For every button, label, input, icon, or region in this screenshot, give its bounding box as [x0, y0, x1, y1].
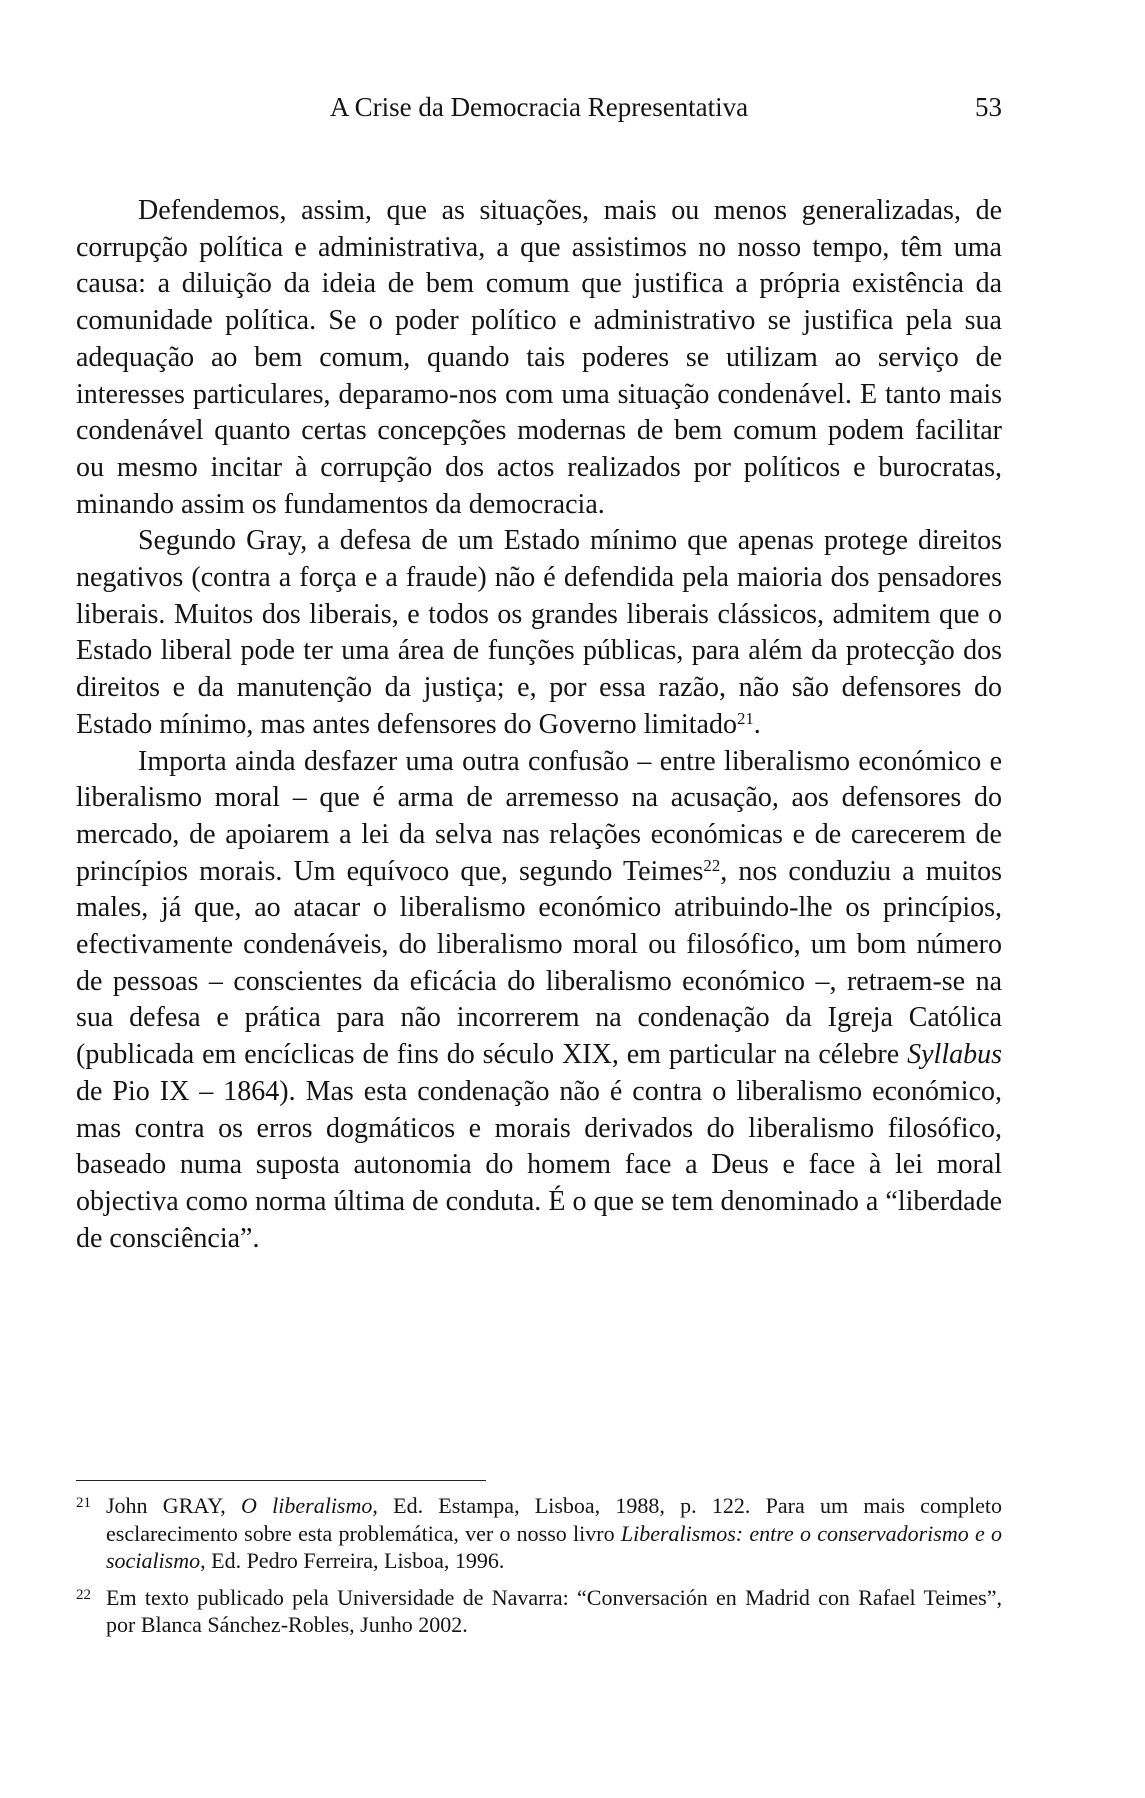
paragraph-2-end: .: [753, 708, 761, 740]
paragraph-2: [76, 523, 1002, 743]
paragraph-3: [76, 744, 1002, 1258]
running-head: [76, 92, 1002, 132]
syllabus-italic: Syllabus: [907, 1039, 1002, 1071]
paragraph-2-text: Segundo Gray, a defesa de um Estado mínimo que apenas protege direitos negativos (contra a força e a fraude) não é defendida pela maioria dos pensadores liberais. Muitos dos liberais, e todos os grandes liberais clássicos, admitem que o Estado liberal pode ter uma área de funções públicas, para além da protecção dos direitos e da manutenção da justiça; e, por essa razão, não são defensores do Estado mínimo, mas antes defensores do Governo limitado: [76, 525, 1002, 740]
footnote-marker-22: 22: [76, 1586, 91, 1603]
paragraph-3-text-c: de Pio IX – 1864). Mas esta condenação não é contra o liberalismo económico, mas contra os erros dogmáticos e morais derivados do liberalismo filosófico, baseado numa suposta autonomia do homem face a Deus e face à lei moral objectiva como norma última de conduta. É o que se tem denominado a “liberdade de consciência”.: [76, 1075, 1002, 1254]
footnote-21-text-3: , Ed. Pedro Ferreira, Lisboa, 1996.: [200, 1548, 505, 1573]
footnote-marker-21: 21: [76, 1495, 91, 1511]
footnotes: [76, 1492, 1002, 1648]
footnote-divider: [76, 1480, 486, 1481]
page-number: 53: [975, 92, 1002, 122]
main-text: [76, 193, 1002, 1257]
footnote-21: [76, 1492, 1002, 1575]
chapter-title: A Crise da Democracia Representativa: [329, 92, 749, 122]
footnote-21-italic-1: O liberalismo: [241, 1493, 373, 1518]
paragraph-1: Defendemos, assim, que as situações, mais ou menos generalizadas, de corrupção política e administrativa, a que assistimos no nosso tempo, têm uma causa: a diluição da ideia de bem comum que justifica a própria existência da comunidade política. Se o poder político e administrativo se justifica pela sua adequação ao bem comum, quando tais poderes se utilizam ao serviço de interesses particulares, deparamo-nos com uma situação condenável. E tanto mais condenável quanto certas concepções modernas de bem comum podem facilitar ou mesmo incitar à corrupção dos actos realizados por políticos e burocratas, minando assim os fundamentos da democracia.: [76, 195, 1002, 520]
footnote-21-italic-2: Liberalismos: entre o conservadorismo e o socialismo: [106, 1520, 1002, 1573]
footnote-22: [76, 1584, 1002, 1639]
footnote-ref-21: 21: [736, 708, 754, 728]
footnote-ref-22: 22: [703, 855, 721, 875]
footnote-21-text-2: , Ed. Estampa, Lisboa, 1988, p. 122. Para um mais completo esclarecimento sobre esta problemática, ver o nosso livro: [106, 1493, 1002, 1546]
footnote-21-text-1: John GRAY,: [106, 1493, 242, 1518]
footnote-22-text: Em texto publicado pela Universidade de Navarra: “Conversación en Madrid con Rafael Teimes”, por Blanca Sánchez-Robles, Junho 2002.: [106, 1584, 1002, 1637]
paragraph-3-text-b: , nos conduziu a muitos males, já que, ao atacar o liberalismo económico atribuindo-lhe os princípios, efectivamente condenáveis, do liberalismo moral ou filosófico, um bom número de pessoas – conscientes da eficácia do liberalismo económico –, retraem-se na sua defesa e prática para não incorrerem na condenação da Igreja Católica (publicada em encíclicas de fins do século XIX, em particular na célebre: [76, 855, 1002, 1071]
paragraph-3-text-a: Importa ainda desfazer uma outra confusão – entre liberalismo económico e liberalismo moral – que é arma de arremesso na acusação, aos defensores do mercado, de apoiarem a lei da selva nas relações económicas e de carecerem de princípios morais. Um equívoco que, segundo Teimes: [76, 745, 1002, 887]
